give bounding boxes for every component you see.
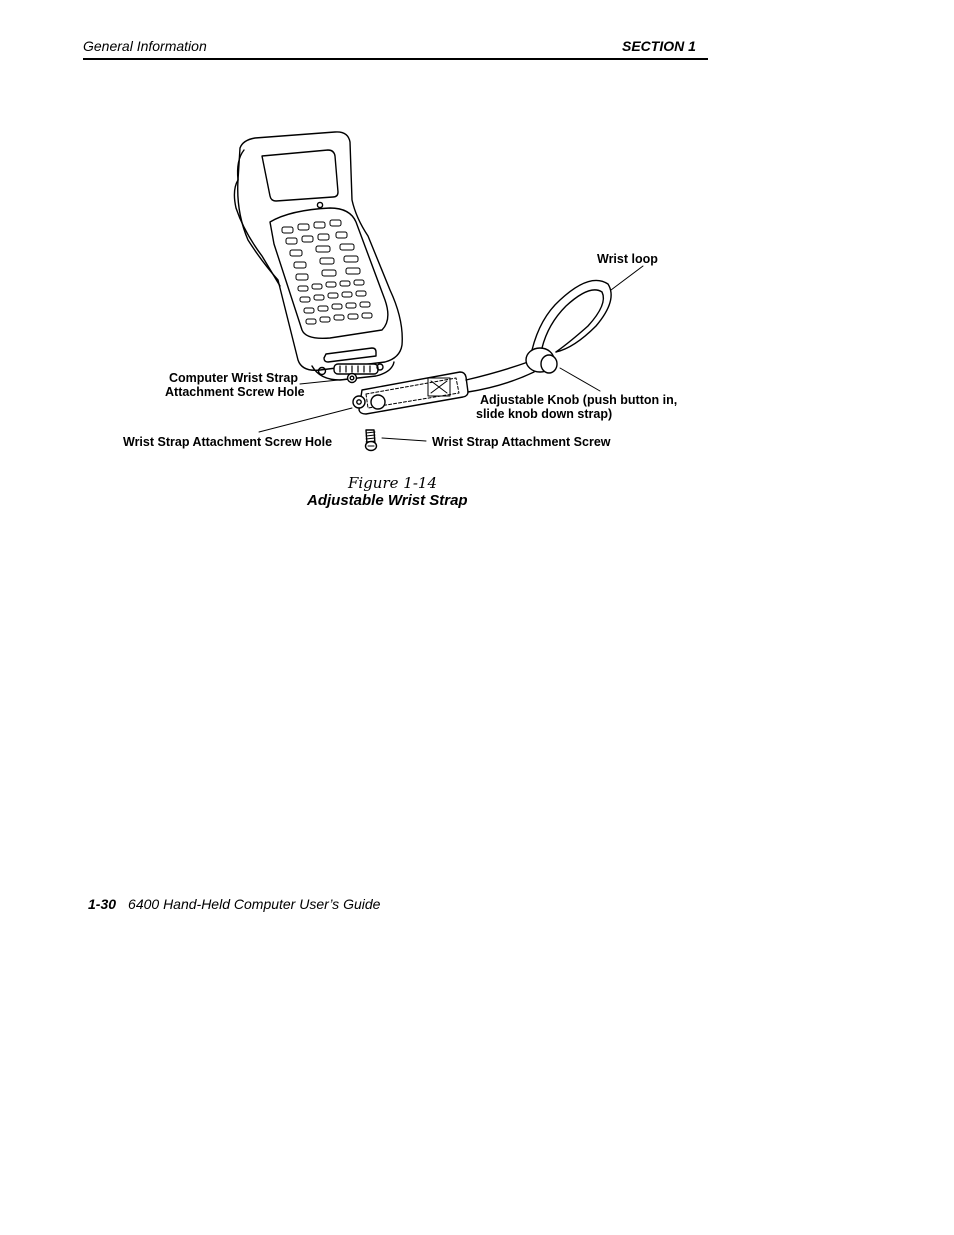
page-footer [88, 896, 380, 912]
figure-number: Figure 1-14 [348, 474, 437, 492]
running-header-right: SECTION 1 [622, 38, 696, 54]
label-strap-screw: Wrist Strap Attachment Screw [432, 435, 611, 449]
label-computer-screw-hole-line2: Attachment Screw Hole [165, 385, 305, 399]
page-number: 1-30 [88, 896, 117, 912]
label-computer-screw-hole-line1: Computer Wrist Strap [169, 371, 298, 385]
book-title: 6400 Hand-Held Computer User’s Guide [128, 896, 381, 912]
label-adjustable-knob-line2: slide knob down strap) [476, 407, 613, 421]
label-adjustable-knob-line1: Adjustable Knob (push button in, [480, 393, 678, 407]
screw-drawing [366, 430, 377, 451]
figure-title: Adjustable Wrist Strap [307, 492, 468, 509]
running-header-left: General Information [83, 38, 207, 54]
wrist-strap-figure [0, 0, 954, 520]
handheld-computer-drawing [234, 132, 402, 383]
label-strap-screw-hole: Wrist Strap Attachment Screw Hole [123, 435, 333, 449]
label-wrist-loop: Wrist loop [597, 252, 658, 266]
